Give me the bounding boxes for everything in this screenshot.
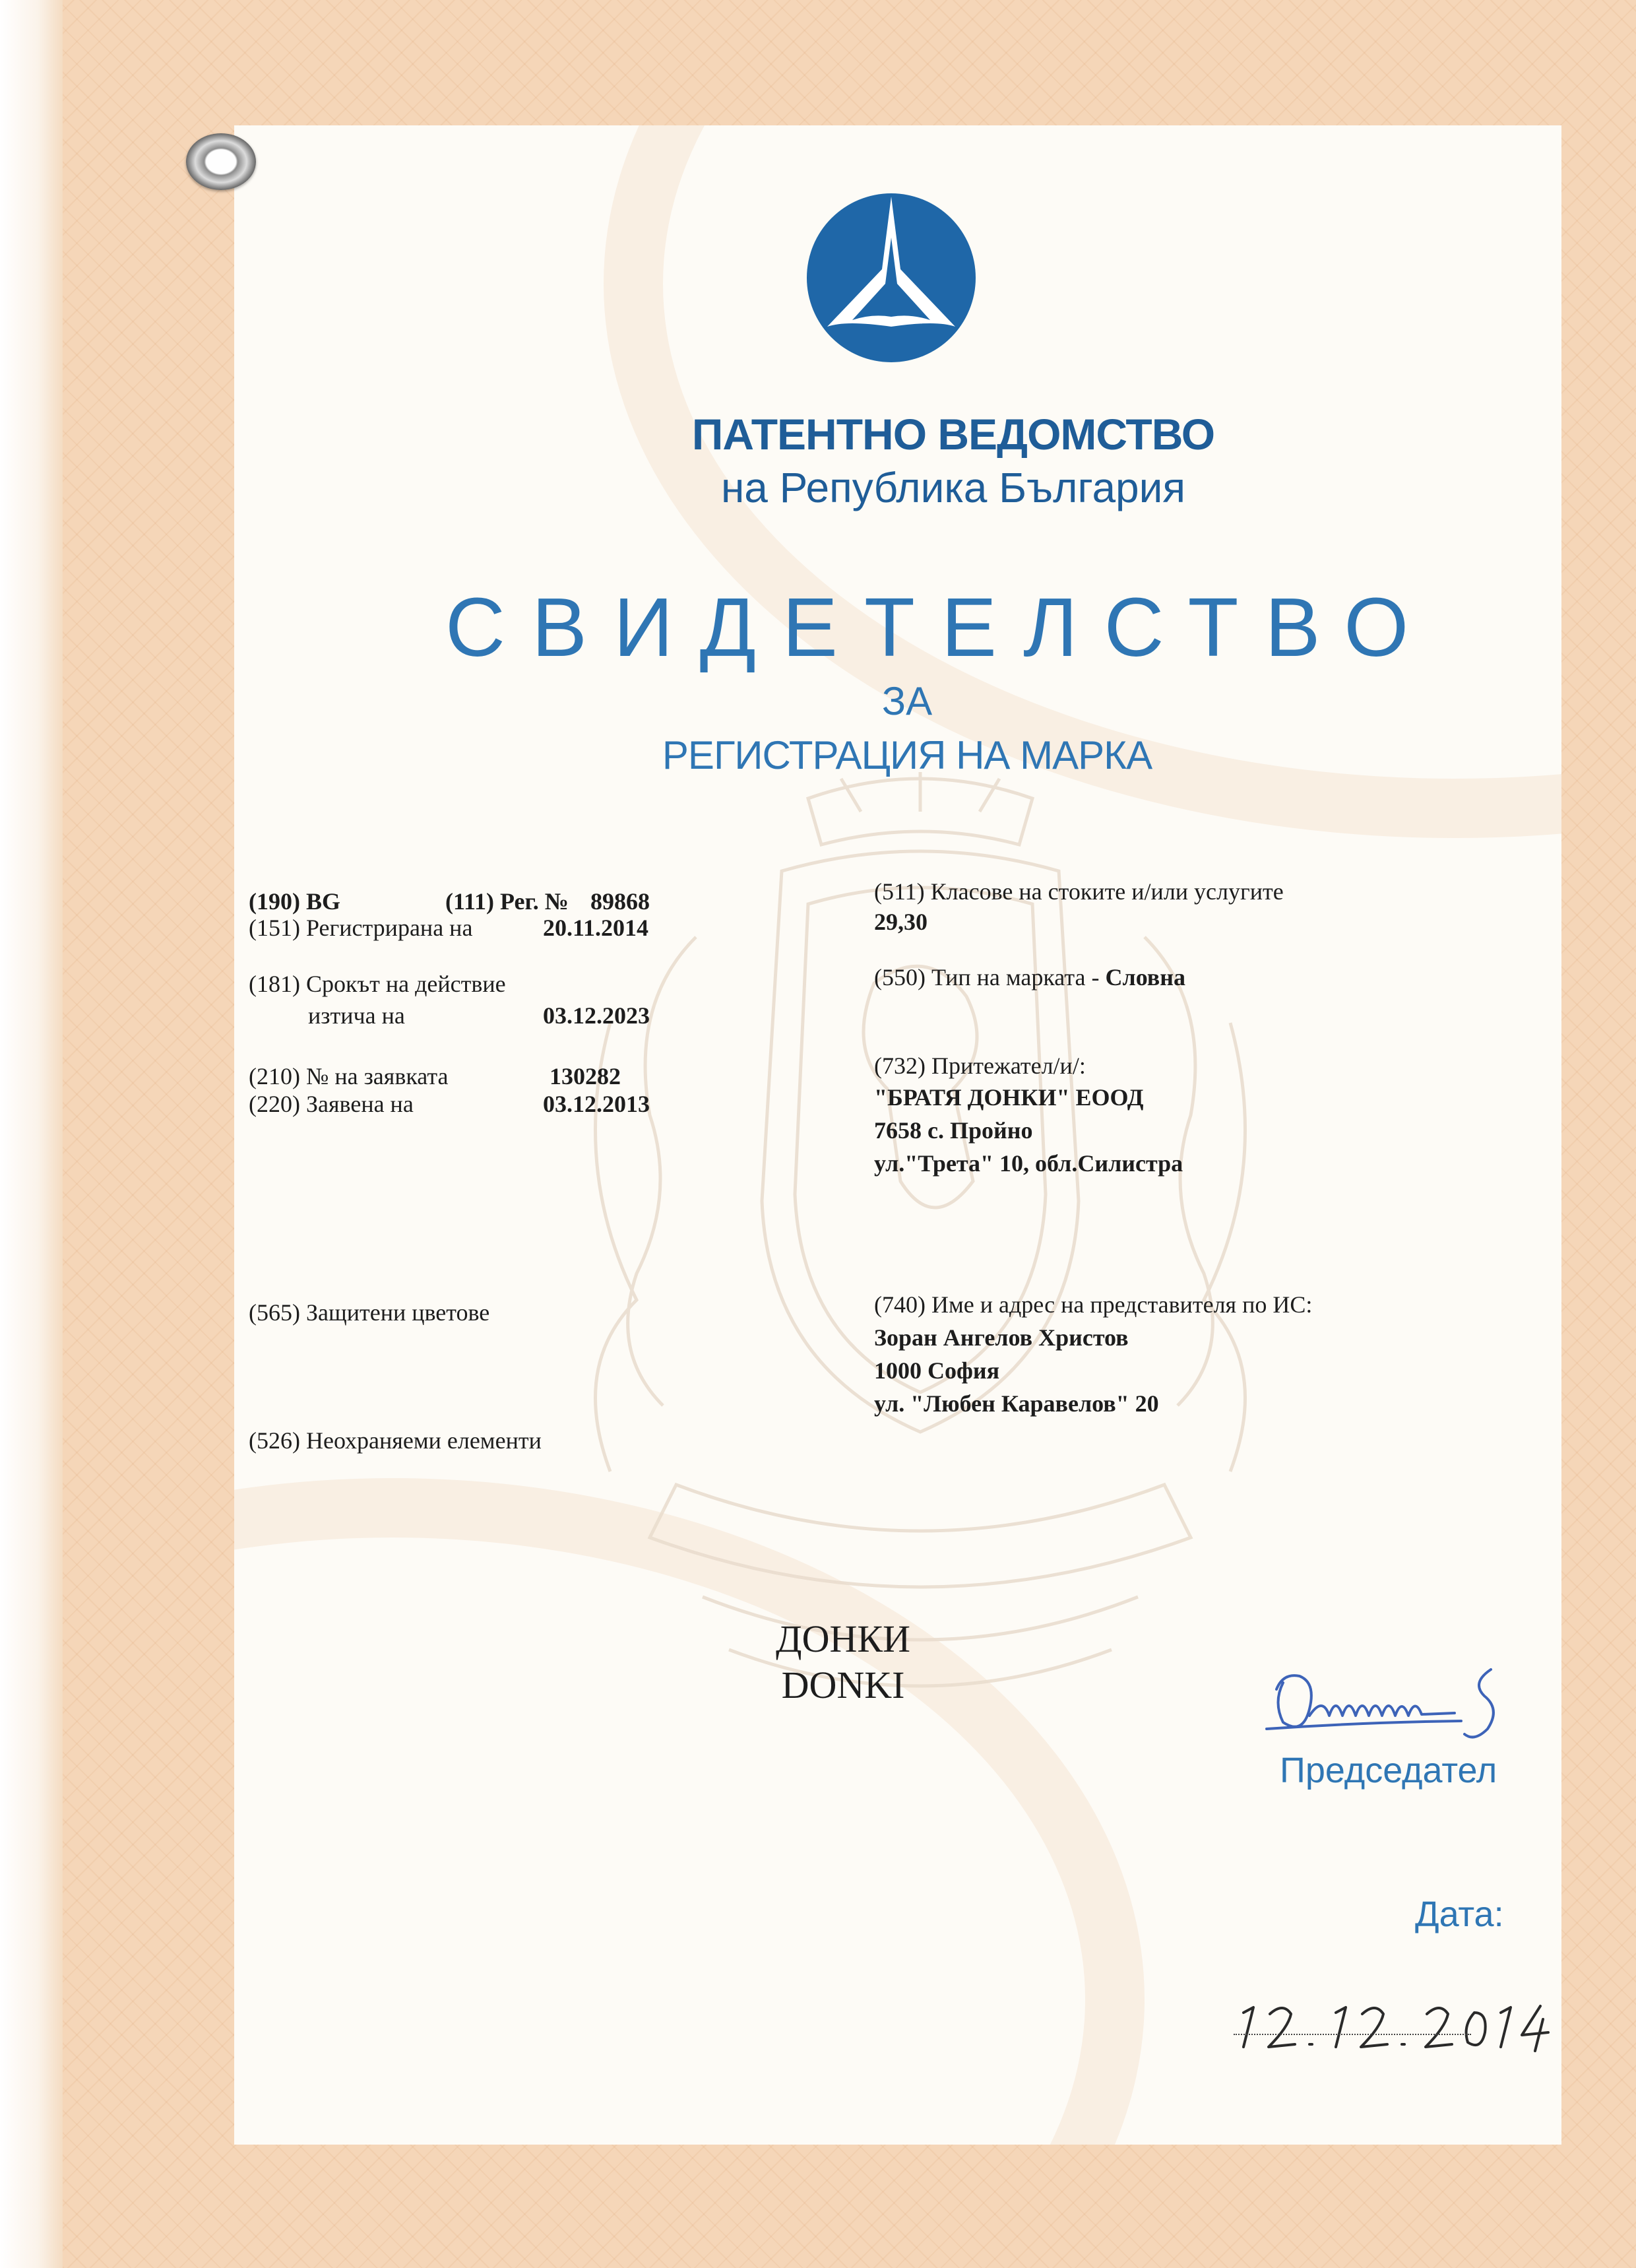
field-550-value: Словна	[1105, 964, 1185, 990]
certificate-title: СВИДЕТЕЛСТВО	[445, 581, 1435, 674]
trademark-latin: DONKI	[781, 1664, 905, 1706]
field-181-label-2: изтича на	[308, 1002, 405, 1029]
field-740-street: ул. "Любен Каравелов" 20	[874, 1390, 1159, 1417]
certificate-subtitle: РЕГИСТРАЦИЯ НА МАРКА	[662, 733, 1152, 777]
field-550-label	[874, 963, 1185, 991]
field-732-street: ул."Трета" 10, обл.Силистра	[874, 1150, 1183, 1177]
field-220-label: (220) Заявена на	[249, 1091, 414, 1117]
field-732-name: "БРАТЯ ДОНКИ" ЕООД	[874, 1084, 1144, 1111]
field-151-value: 20.11.2014	[543, 915, 649, 941]
chairman-title: Председател	[1280, 1751, 1497, 1790]
field-190-label: (190) BG	[249, 888, 340, 915]
field-740-label: (740) Име и адрес на представителя по ИС:	[874, 1291, 1313, 1318]
date-rule	[1234, 2034, 1471, 2035]
field-732-city: 7658 с. Пройно	[874, 1117, 1033, 1144]
field-550-label-text: (550) Тип на марката -	[874, 964, 1100, 990]
field-210-label: (210) № на заявката	[249, 1063, 449, 1089]
binding-grommet	[186, 133, 256, 190]
field-111-value: 89868	[590, 888, 650, 915]
trademark-cyrillic: ДОНКИ	[776, 1617, 910, 1660]
chairman-signature	[1263, 1656, 1540, 1749]
office-name: ПАТЕНТНО ВЕДОМСТВО	[691, 410, 1215, 459]
scan-margin	[0, 0, 63, 2268]
field-151-label: (151) Регистрирана на	[249, 915, 473, 941]
field-740-city: 1000 София	[874, 1357, 1000, 1384]
field-511-value: 29,30	[874, 909, 928, 935]
field-565-label: (565) Защитени цветове	[249, 1299, 490, 1326]
field-181-value: 03.12.2023	[543, 1002, 650, 1029]
office-country: на Република България	[720, 464, 1186, 511]
patent-office-logo	[805, 191, 978, 364]
field-740-name: Зоран Ангелов Христов	[874, 1324, 1129, 1351]
date-label: Дата:	[1415, 1895, 1504, 1934]
field-210-value: 130282	[550, 1063, 621, 1089]
certificate-sheet	[234, 125, 1561, 2145]
field-111-label: (111) Рег. №	[445, 888, 569, 915]
field-732-label: (732) Притежател/и/:	[874, 1053, 1086, 1079]
field-526-label: (526) Неохраняеми елементи	[249, 1427, 542, 1454]
certificate-for: ЗА	[881, 679, 933, 723]
field-511-label: (511) Класове на стоките и/или услугите	[874, 878, 1284, 905]
field-220-value: 03.12.2013	[543, 1091, 650, 1117]
field-181-label: (181) Срокът на действие	[249, 971, 506, 997]
handwritten-date	[1217, 1986, 1560, 2059]
